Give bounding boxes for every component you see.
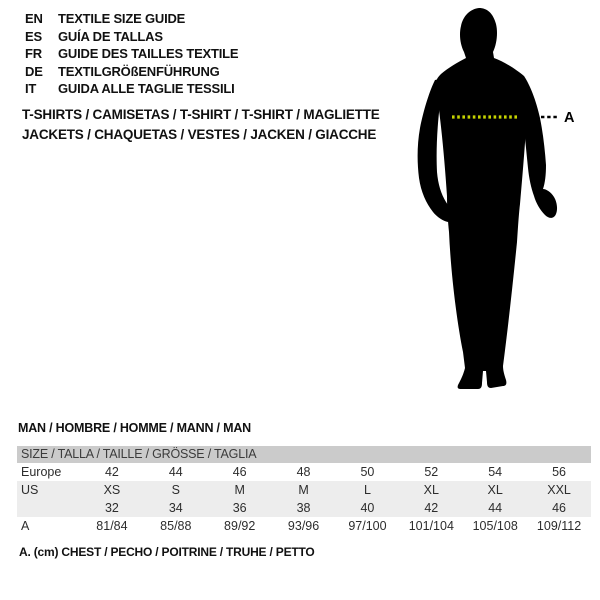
table-cell: 97/100 xyxy=(348,519,387,533)
table-cell: 36 xyxy=(232,501,247,515)
table-cell: 101/104 xyxy=(408,519,454,533)
table-cell: XS xyxy=(103,483,121,497)
product-line-tshirts: T-SHIRTS / CAMISETAS / T-SHIRT / T-SHIRT / MAGLIETTE xyxy=(22,107,380,122)
table-cell: 44 xyxy=(488,501,503,515)
language-code: FR xyxy=(25,46,42,62)
product-line-jackets: JACKETS / CHAQUETAS / VESTES / JACKEN / GIACCHE xyxy=(22,126,377,142)
table-cell: 50 xyxy=(360,465,375,479)
row-label: Europe xyxy=(21,465,62,479)
language-code: EN xyxy=(25,11,43,26)
man-body xyxy=(435,8,527,389)
figure xyxy=(400,0,600,410)
table-cell: 54 xyxy=(488,465,503,479)
table-cell: 38 xyxy=(296,501,311,515)
section-title-man: MAN / HOMBRE / HOMME / MANN / MAN xyxy=(18,421,251,435)
table-cell: 48 xyxy=(296,465,311,479)
table-cell: 34 xyxy=(168,501,183,515)
language-title: TEXTILGRÖßENFÜHRUNG xyxy=(58,63,220,79)
language-code: DE xyxy=(25,63,43,79)
table-cell: 44 xyxy=(168,465,183,479)
table-row-chest-a xyxy=(17,517,591,535)
table-cell: 81/84 xyxy=(96,519,128,533)
table-cell: M xyxy=(298,483,309,497)
language-row xyxy=(25,80,238,98)
size-table-header: SIZE / TALLA / TAILLE / GRÖSSE / TAGLIA xyxy=(17,446,591,463)
table-cell: 42 xyxy=(424,501,439,515)
product-categories xyxy=(22,105,380,144)
table-cell: XXL xyxy=(547,483,571,497)
language-row xyxy=(25,10,238,28)
language-list xyxy=(25,10,238,98)
language-title: GUIDA ALLE TAGLIE TESSILI xyxy=(58,81,235,97)
language-title: TEXTILE SIZE GUIDE xyxy=(58,11,186,26)
language-row xyxy=(25,63,238,81)
table-cell: S xyxy=(171,483,180,497)
table-row-us xyxy=(17,481,591,499)
table-cell: 46 xyxy=(552,501,567,515)
row-label: A xyxy=(21,519,30,533)
table-cell: 89/92 xyxy=(224,519,256,533)
measure-label-a: A xyxy=(564,110,575,126)
language-row xyxy=(25,28,238,46)
man-silhouette-icon xyxy=(400,0,600,410)
language-row xyxy=(25,45,238,63)
row-label xyxy=(17,499,80,517)
table-cell: 42 xyxy=(104,465,119,479)
table-cell: 105/108 xyxy=(472,519,518,533)
language-code: ES xyxy=(25,28,42,44)
table-cell: 40 xyxy=(360,501,375,515)
table-cell: 46 xyxy=(232,465,247,479)
table-cell: XL xyxy=(423,483,439,497)
table-cell: 52 xyxy=(424,465,439,479)
table-cell: L xyxy=(363,483,371,497)
language-code: IT xyxy=(25,81,37,97)
language-title: GUIDE DES TAILLES TEXTILE xyxy=(58,46,239,62)
table-row-numeric xyxy=(17,499,591,517)
measurement-footnote: A. (cm) CHEST / PECHO / POITRINE / TRUHE / PETTO xyxy=(19,545,315,559)
language-title: GUÍA DE TALLAS xyxy=(58,28,163,44)
row-label: US xyxy=(21,483,39,497)
table-cell: 93/96 xyxy=(287,519,320,533)
table-row-europe xyxy=(17,463,591,481)
table-cell: XL xyxy=(487,483,503,497)
table-cell: 56 xyxy=(552,465,567,479)
table-cell: 109/112 xyxy=(536,519,582,533)
size-table xyxy=(17,446,591,535)
table-cell: 32 xyxy=(104,501,119,515)
table-cell: 85/88 xyxy=(160,519,192,533)
table-cell: M xyxy=(234,483,245,497)
